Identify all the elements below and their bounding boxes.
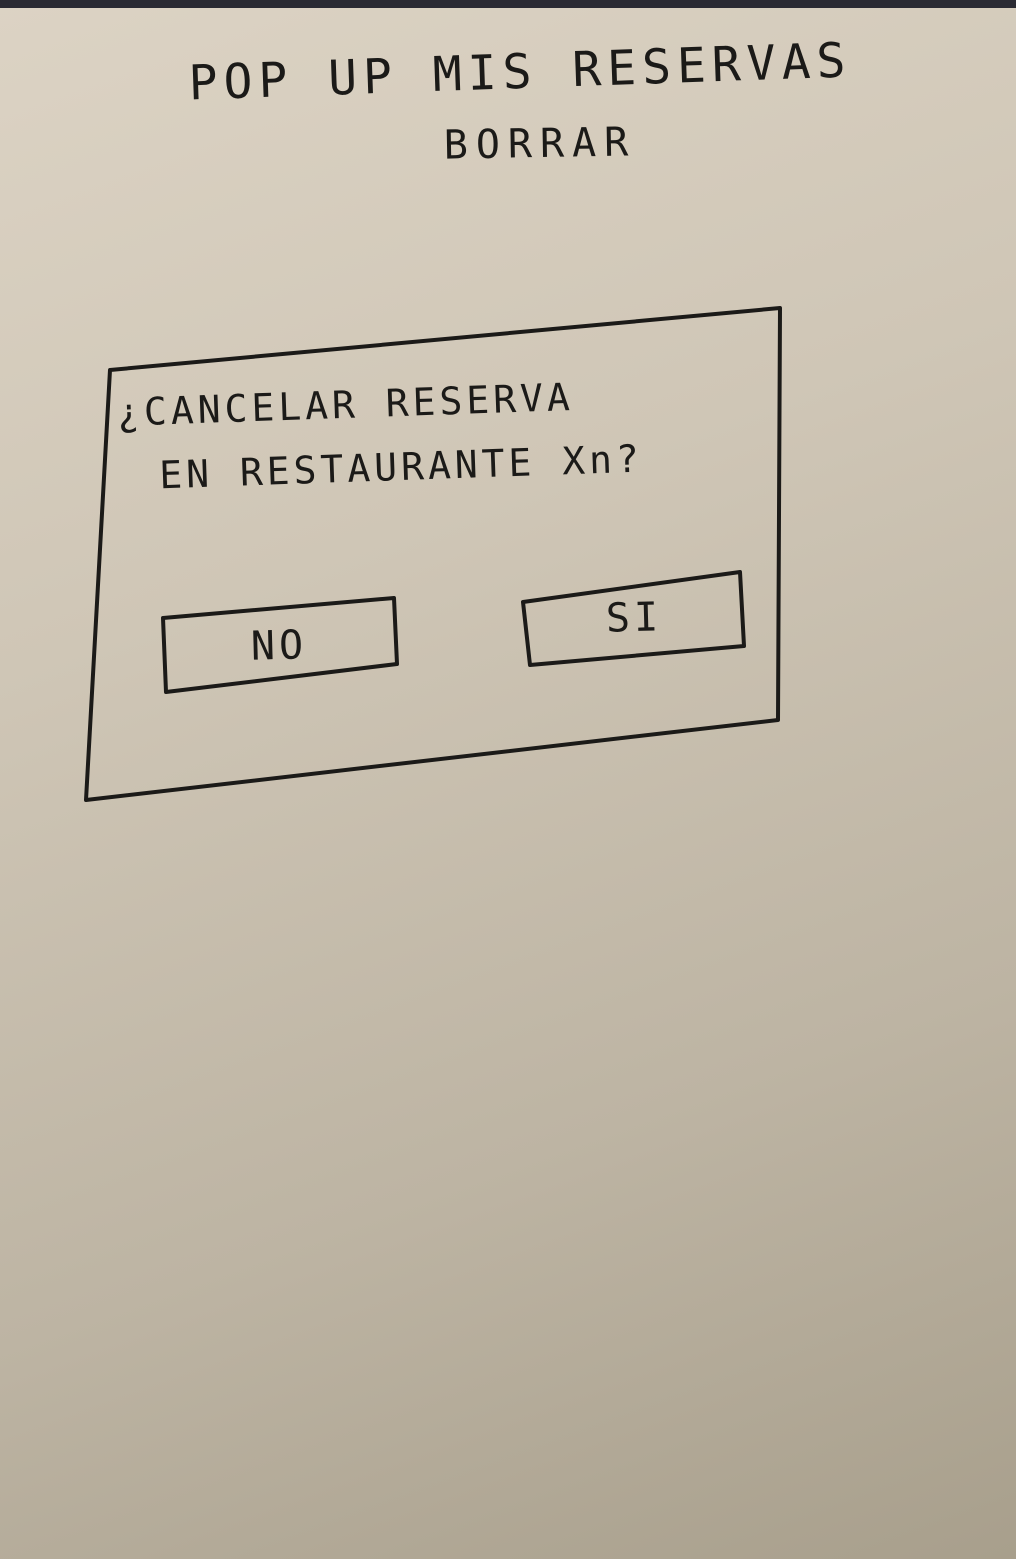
sketch-title: POP UP MIS RESERVAS <box>187 32 853 112</box>
sketch-subtitle: BORRAR <box>443 119 637 169</box>
dialog-message <box>116 359 740 509</box>
no-button[interactable]: NO <box>165 601 393 691</box>
yes-button[interactable]: SI <box>527 573 741 663</box>
dialog-message-line2: EN RESTAURANTE Xn? <box>158 436 644 498</box>
dialog-message-line1: ¿CANCELAR RESERVA <box>116 374 575 435</box>
photo-top-edge <box>0 0 1016 8</box>
